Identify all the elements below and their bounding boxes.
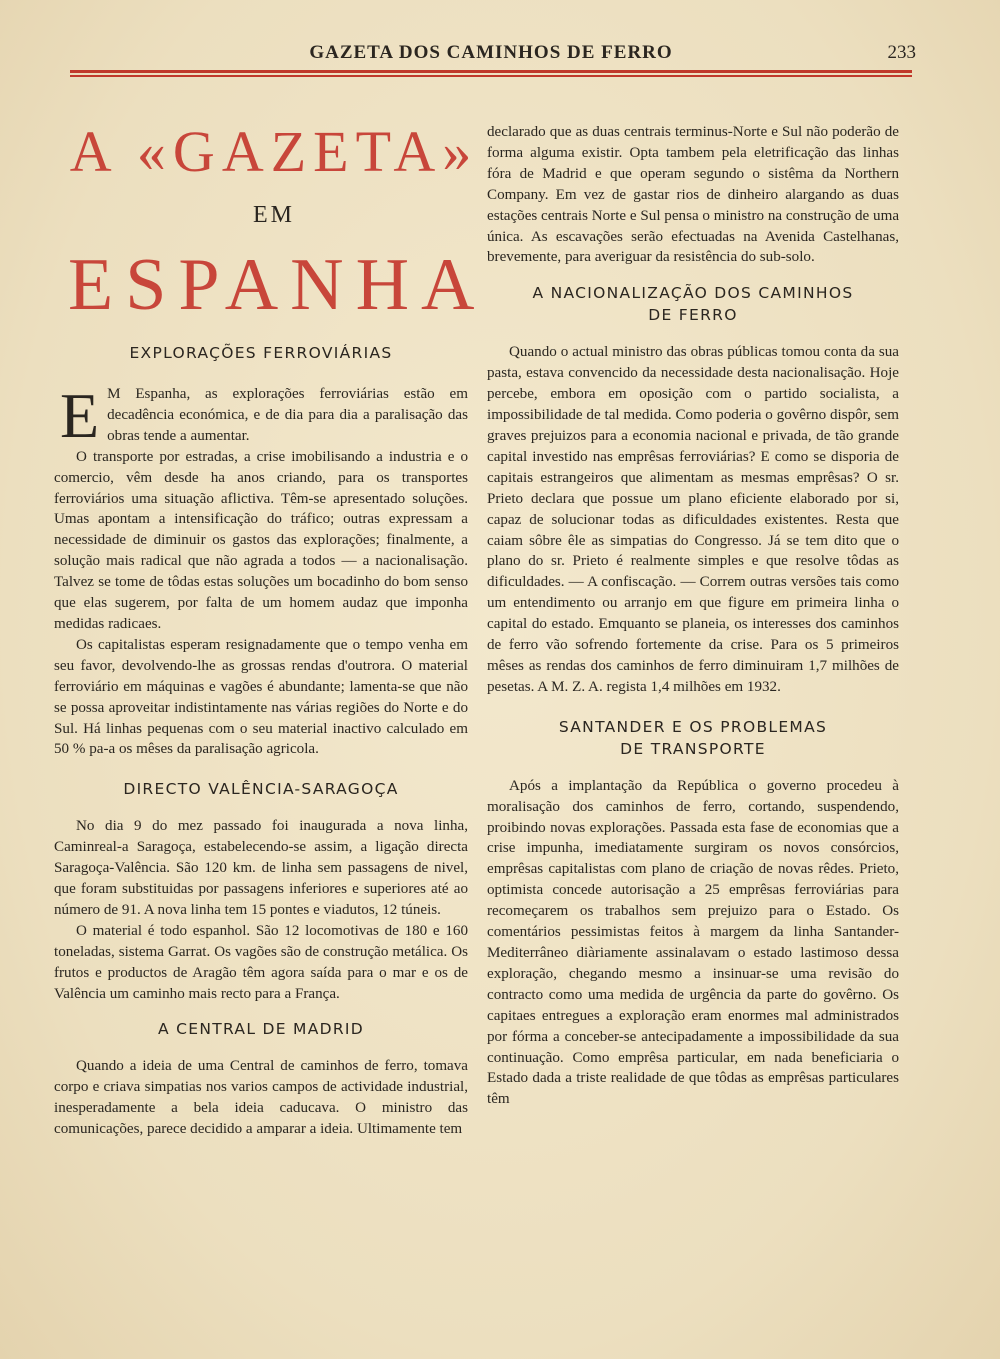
running-title: GAZETA DOS CAMINHOS DE FERRO: [309, 42, 673, 63]
paragraph-directo-2: O material é todo espanhol. São 12 locomotivas de 180 e 160 toneladas, sistema Garrat. Os vagões são de construção metálica. Os frutos e productos de Aragão têm agora saída para o mar e os de Valência um caminho mais recto para a França.: [54, 922, 468, 1002]
heading-central: A CENTRAL DE MADRID: [157, 1020, 365, 1039]
paragraph-santander-1: Após a implantação da República o governo procedeu à moralisação dos caminhos de ferro, cortando, suspendendo, proibindo novas explorações. Passada esta fase de economias que a crise impunha, imediatamente surgiram os novos consórcios, emprêsas capitalistas com plano de criação de novas rêdes. Prieto, optimista concede autorisação a 25 emprêsas ferroviárias para recomeçarem os trabalhos sem prejuizo para o Estado. Os comentários pessimistas feitos à margem da linha Santander-Mediterrâneo diàriamente assinalavam o estado lastimoso dessa exploração, chegando mesmo a insinuar-se uma revisão do contracto como uma medida de urgência da parte do govêrno. Os capitaes entregues a exploração eram enormes mal administrados por fórma a conceber-se antecipadamente a impossibilidade da sua continuação. Como emprêsa particular, em nada beneficiaria o Estado dada a triste realidade de que tôdas as emprêsas particulares têm: [487, 777, 899, 1108]
running-head: [70, 38, 916, 68]
heading-directo: DIRECTO VALÊNCIA-SARAGOÇA: [123, 780, 399, 799]
heading-nacionalizacao-line1: A NACIONALIZAÇÃO DOS CAMINHOS: [532, 284, 854, 303]
paragraph-exploracoes-3: Os capitalistas esperam resignadamente que o tempo venha em seu favor, devolvendo-lhe as grossas rendas d'outrora. O material ferroviário em máquinas e vagões é abundante; lamenta-se que não se possa aproveitar indistintamente nas várias regiões do Norte e do Sul. Há linhas pequenas com o seu material inactivo calculado em 50 % pa-a os mêses da paralisação agricola.: [54, 636, 468, 758]
paragraph-exploracoes-2: O transporte por estradas, a crise imobilisando a industria e o comercio, vêm desde ha anos criando, para os transportes ferroviários uma situação aflictiva. Têm-se apresentado soluções. Umas apontam a intensificação do tráfico; outras expressam a necessidade de diminuir os gastos das explorações; finalmente, a solução mais radical que não agrada a todos — a nacionalisação. Talvez se tome de tôdas estas soluções um bocadinho do bom senso que elas sugerem, por falta de um homem audaz que imponha medidas radicaes.: [54, 448, 468, 632]
drop-cap: E: [60, 380, 100, 451]
right-column: [487, 122, 899, 1110]
left-column: [54, 342, 468, 1140]
paragraph-central-1: Quando a ideia de uma Central de caminhos de ferro, tomava corpo e criava simpatias nos varios campos de actividade industrial, inesperadamente a bela ideia caducava. O ministro das comunicações, parece decidido a amparar a ideia. Ultimamente tem: [54, 1058, 468, 1138]
title-line-gazeta: A «GAZETA»: [69, 119, 479, 184]
heading-santander-line2: DE TRANSPORTE: [620, 739, 766, 758]
paragraph-directo-1: No dia 9 do mez passado foi inaugurada a nova linha, Caminreal-a Saragoça, estabelecendo-se assim, a ligação directa Saragoça-Valência. São 120 km. de linha sem passagens de nivel, que foram substituidas por passagens inferiores e superiores até ao número de 91. A nova linha tem 15 pontes e viadutos, 12 túneis.: [54, 818, 468, 918]
heading-exploracoes: EXPLORAÇÕES FERROVIÁRIAS: [129, 344, 393, 362]
paragraph-exploracoes-1: [54, 380, 468, 451]
page-number: 233: [887, 42, 916, 63]
header-rule-secondary: [70, 75, 912, 77]
paragraph-central-continued: declarado que as duas centrais terminus-Norte e Sul não poderão de forma alguma existir. Opta tambem pela eletrificação das linhas fóra de Madrid e que operam segundo o sistêma da Northern Company. Em vez de gastar rios de dinheiro alargando as duas estações centrais Norte e Sul pensa o ministro na construção de uma única. As escavações serão efectuadas na Avenida Castelhanas, brevemente, para averiguar da resistência do sub-solo.: [487, 124, 900, 266]
article-title: [68, 118, 487, 328]
header-rule: [70, 70, 912, 73]
paragraph-nacionalizacao-1: Quando o actual ministro das obras públicas tomou conta da sua pasta, estava convencido da necessidade desta nacionalisação. Hoje percebe, embora em oposição com o partido socialista, a impossibilidade de tal medida. Como poderia o govêrno dispôr, sem graves prejuizos para a economia nacional e privada, de tão grande capital investido nas emprêsas ferroviárias? E como se disporia de capitais estrangeiros que alimentam as mesmas emprêsas? O sr. Prieto declara que possue um plano eficiente elaborado por si, capaz de solucionar todas as dificuldades existentes. Resta que caiam sôbre êle as simpatias do Congresso. Já se tem dito que o plano do sr. Prieto é realmente simples e que resolve tôdas as dificuldades. — A confiscação. — Correm outras versões tais como um entendimento ou arranjo em que figure em primeira linha o capital do estado. Emquanto se planeia, os interesses dos caminhos de ferro vão sofrendo fortemente da crise. Para os 5 primeiros mêses as rendas dos caminhos de ferro diminuiram 1,7 milhões de pesetas. A M. Z. A. regista 1,4 milhões em 1932.: [487, 344, 899, 695]
heading-nacionalizacao-line2: DE FERRO: [648, 306, 738, 325]
title-line-espanha: ESPANHA: [68, 244, 487, 326]
paragraph-text: M Espanha, as explorações ferroviárias estão em decadência económica, e de dia para dia a paralisação das obras tende a aumentar.: [107, 386, 468, 444]
title-line-em: EM: [253, 202, 295, 228]
heading-santander-line1: SANTANDER E OS PROBLEMAS: [558, 717, 828, 736]
